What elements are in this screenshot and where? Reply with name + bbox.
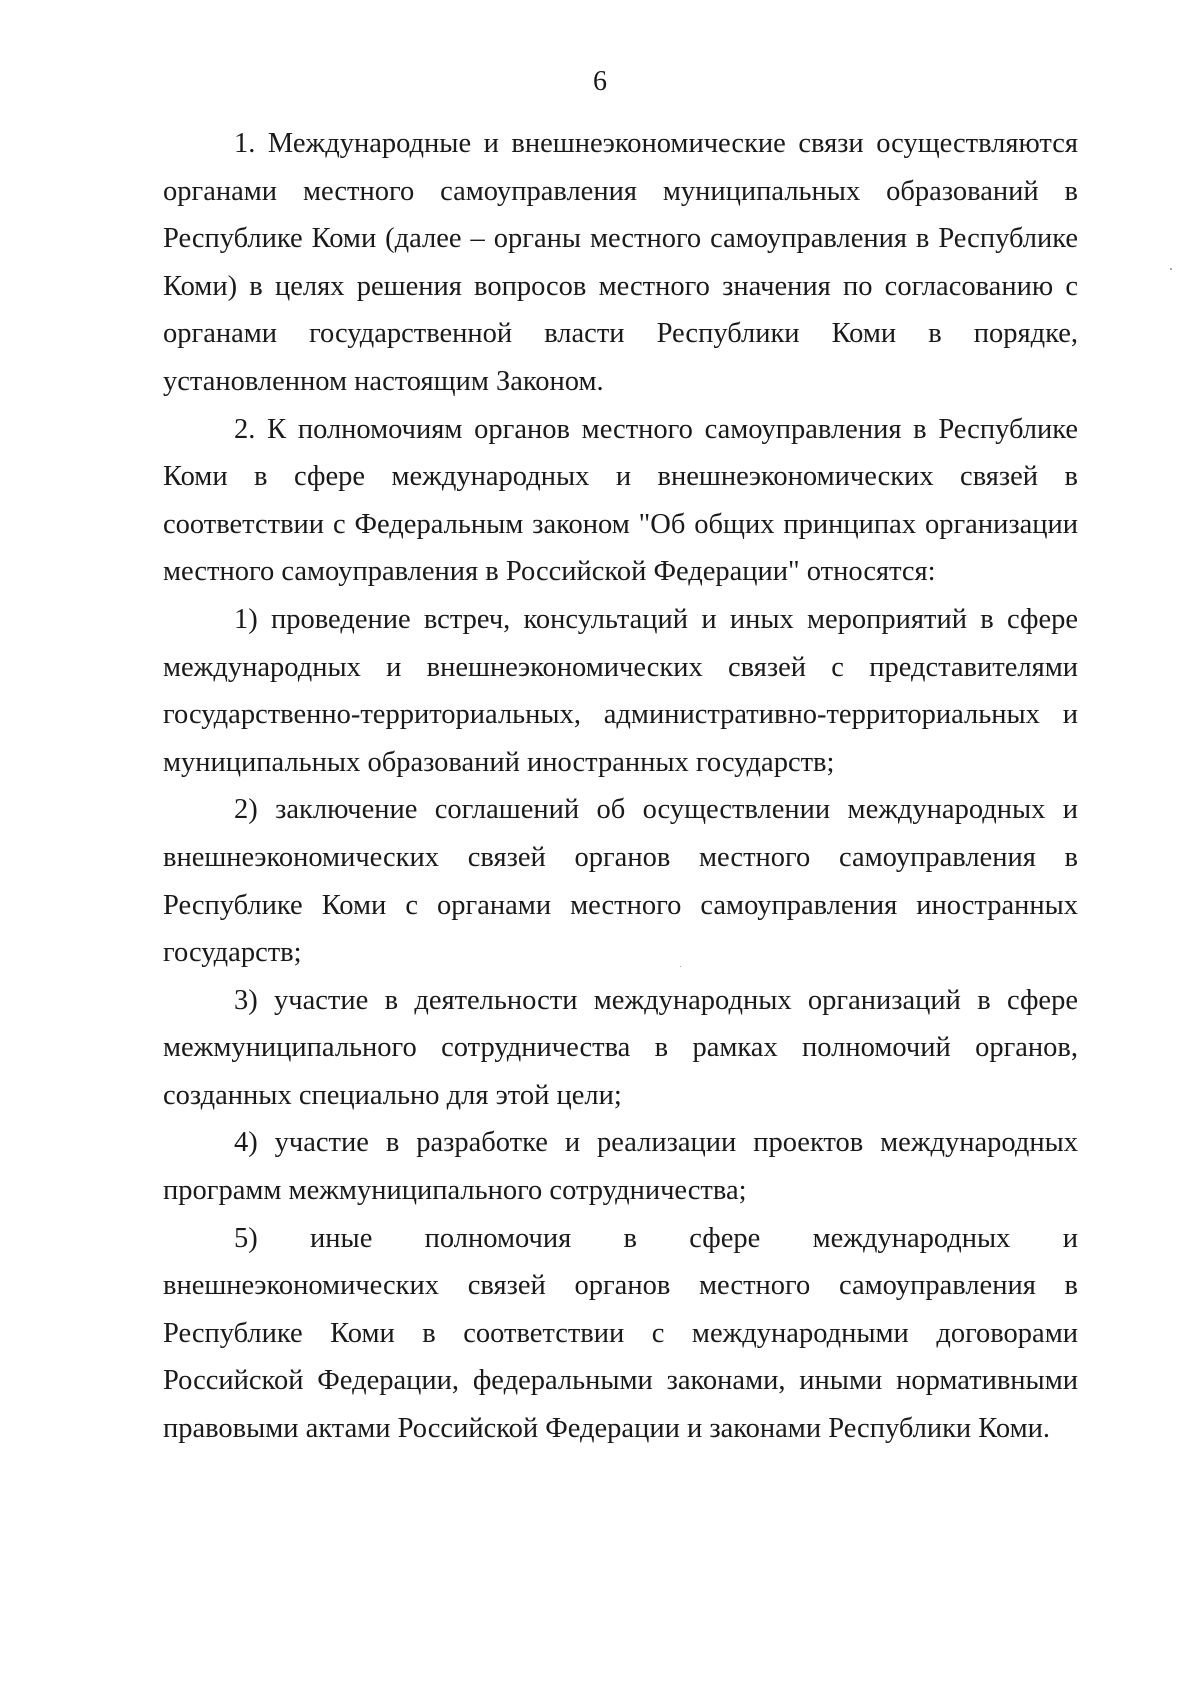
list-item-3: 3) участие в деятельности международных организаций в сфере межмуниципального сотрудничества в рамках полномочий органов, созданных специально для этой цели; bbox=[163, 984, 1078, 1111]
paragraph-2: 2. К полномочиям органов местного самоуправления в Республике Коми в сфере международных и внешнеэкономических связей в соответствии с Федеральным законом "Об общих принципах организации местного самоуправления в Российской Федерации" относятся: bbox=[163, 413, 1078, 588]
paragraph-1: 1. Международные и внешнеэкономические связи осуществляются органами местного самоуправления муниципальных образований в Республике Коми (далее – органы местного самоуправления в Республике Коми) в целях решения вопросов местного значения по согласованию с органами государственной власти Республики Коми в порядке, установленном настоящим Законом. bbox=[163, 128, 1078, 397]
list-item-5: 5) иные полномочия в сфере международных и внешнеэкономических связей органов местного самоуправления в Республике Коми в соответствии с международными договорами Российской Федерации, федеральными законами, иными нормативными правовыми актами Российской Федерации и законами Республики Коми. bbox=[163, 1222, 1078, 1445]
scan-speck bbox=[1170, 268, 1172, 270]
list-item-2: 2) заключение соглашений об осуществлении международных и внешнеэкономических связей органов местного самоуправления в Республике Коми с органами местного самоуправления иностранных государств; bbox=[163, 794, 1078, 969]
scan-speck bbox=[680, 966, 681, 967]
page-number: 6 bbox=[593, 66, 607, 97]
document-body bbox=[163, 120, 1078, 1453]
list-item-1: 1) проведение встреч, консультаций и иных мероприятий в сфере международных и внешнеэкономических связей с представителями государственно-территориальных, административно-территориальных и муниципальных образований иностранных государств; bbox=[163, 603, 1078, 778]
list-item-4: 4) участие в разработке и реализации проектов международных программ межмуниципального сотрудничества; bbox=[163, 1127, 1078, 1207]
